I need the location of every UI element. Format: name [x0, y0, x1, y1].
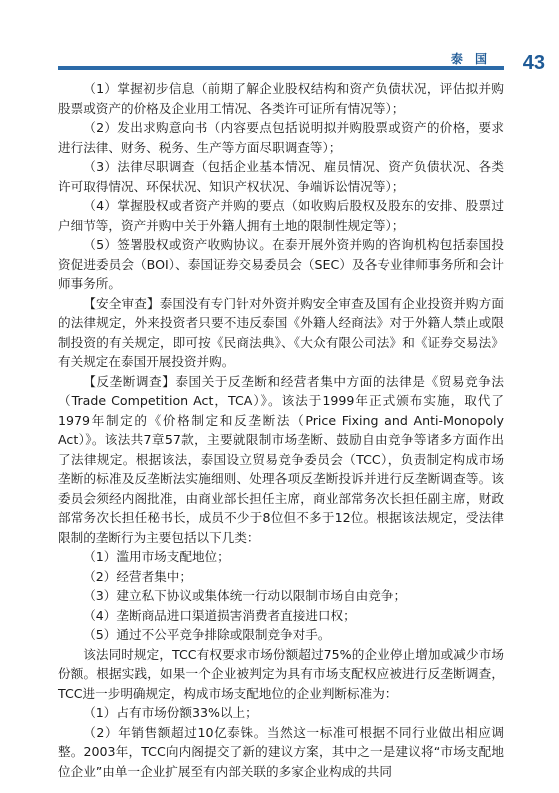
body-text	[58, 79, 504, 781]
paragraph-1: （1）掌握初步信息（前期了解企业股权结构和资产负债状况，评估拟并购股票或资产的价格及企业用工情况、各类许可证所有情况等）；	[58, 81, 504, 116]
paragraph-3: （3）法律尽职调查（包括企业基本情况、雇员情况、资产负债状况、各类许可取得情况、环保状况、知识产权状况、争端诉讼情况等）；	[58, 159, 504, 194]
header-rule	[58, 66, 504, 70]
paragraph-market-share: 该法同时规定，TCC有权要求市场份额超过75%的企业停止增加或减少市场份额。根据实践，如果一个企业被判定为具有市场支配权应被进行反垄断调查，TCC进一步明确规定，构成市场支配地位的企业判断标准为：	[58, 646, 504, 701]
page-header	[0, 0, 559, 80]
page-number: 43	[522, 52, 545, 74]
list-item: （5）通过不公平竞争排除或限制竞争对手。	[83, 627, 331, 642]
list-item: （4）垄断商品进口渠道损害消费者直接进口权；	[83, 607, 356, 623]
paragraph-2: （2）发出求购意向书（内容要点包括说明拟并购股票或资产的价格，要求进行法律、财务、税务、生产等方面尽职调查等）；	[58, 120, 504, 155]
paragraph-security-review: 【安全审查】泰国没有专门针对外资并购安全审查及国有企业投资并购方面的法律规定，外来投资者只要不违反泰国《外籍人经商法》对于外籍人禁止或限制投资的有关规定，即可按《民商法典》、《大众有限公司法》和《证券交易法》有关规定在泰国开展投资并购。	[58, 295, 504, 369]
paragraph-5: （5）签署股权或资产收购协议。在泰开展外资并购的咨询机构包括泰国投资促进委员会（BOI）、泰国证券交易委员会（SEC）及各专业律师事务所和会计师事务所。	[58, 237, 504, 291]
criteria-item: （2）年销售额超过10亿泰铢。当然这一标准可根据不同行业做出相应调整。2003年，TCC向内阁提交了新的建议方案，其中之一是建议将“市场支配地位企业”由单一企业扩展至有内部关联的多家企业构成的共同	[58, 724, 504, 779]
paragraph-4: （4）掌握股权或者资产并购的要点（如收购后股权及股东的安排、股票过户细节等，资产并购中关于外籍人拥有土地的限制性规定等）；	[58, 198, 504, 233]
list-item: （1）滥用市场支配地位；	[83, 549, 230, 564]
list-item: （3）建立私下协议或集体统一行动以限制市场自由竞争；	[83, 588, 407, 603]
criteria-item: （1）占有市场份额33%以上；	[83, 705, 258, 720]
paragraph-antitrust: 【反垄断调查】泰国关于反垄断和经营者集中方面的法律是《贸易竞争法（Trade Competition Act，TCA）》。该法于1999年正式颁布实施，取代了1979年制定的《价格制定和反垄断法（Price Fixing and Anti-Monopoly Act）》。该法共7章57款，主要就限制市场垄断、鼓励自由竞争等诸多方面作出了法律规定。根据该法，泰国设立贸易竞争委员会（TCC），负责制定构成市场垄断的标准及反垄断法实施细则、处理各项反垄断投诉并进行反垄断调查等。该委员会须经内阁批准，由商业部长担任主席，商业部常务次长担任副主席，财政部常务次长担任秘书长，成员不少于8位但不多于12位。根据该法规定，受法律限制的垄断行为主要包括以下几类：	[58, 373, 504, 545]
running-title: 泰 国	[450, 52, 491, 66]
list-item: （2）经营者集中；	[83, 568, 192, 584]
